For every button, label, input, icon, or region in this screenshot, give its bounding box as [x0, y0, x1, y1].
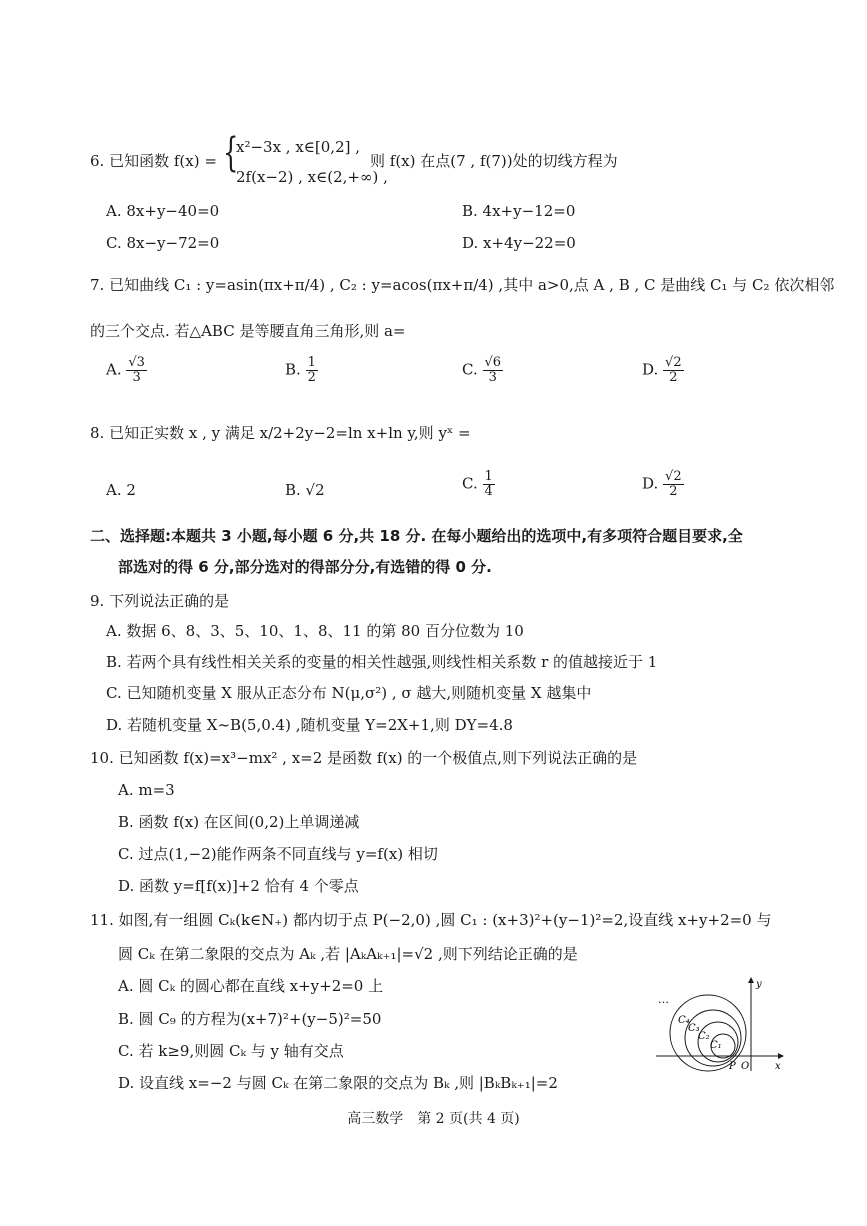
q7-option-b: B. $\frac{1}{2}$ — [285, 355, 316, 385]
c2-label: C₂ — [698, 1031, 710, 1042]
q7-stem-line1: 7. 已知曲线 C₁ : y=asin(πx+π/4) , C₂ : y=acos(πx+π/4) ,其中 a>0,点 A , B , C 是曲线 C₁ 与 C₂ 依次相邻 — [90, 276, 835, 294]
dots-label: … — [658, 993, 669, 1006]
q6-stem-prefix: 6. 已知函数 f(x) = — [90, 152, 217, 170]
q9-option-b: B. 若两个具有线性相关关系的变量的相关性越强,则线性相关系数 r 的值越接近于 1 — [106, 653, 658, 671]
q9-option-c: C. 已知随机变量 X 服从正态分布 N(μ,σ²) , σ 越大,则随机变量 X 越集中 — [106, 684, 592, 702]
q6-stem-suffix: 则 f(x) 在点(7 , f(7))处的切线方程为 — [370, 152, 618, 170]
c4-label: C₄ — [678, 1015, 690, 1026]
section2-instructions-line2: 部选对的得 6 分,部分选对的得部分分,有选错的得 0 分. — [118, 558, 492, 576]
q8-option-c: C. $\frac{1}{4}$ — [462, 469, 493, 499]
q9-stem: 9. 下列说法正确的是 — [90, 592, 230, 610]
q7-option-c: C. $\frac{√6}{3}$ — [462, 355, 502, 385]
p-label: P — [729, 1061, 736, 1072]
q6-case1: x²−3x , x∈[0,2] , — [236, 138, 361, 156]
q9-option-a: A. 数据 6、8、3、5、10、1、8、11 的第 80 百分位数为 10 — [106, 622, 524, 640]
y-axis-arrow — [748, 977, 754, 983]
q10-option-c: C. 过点(1,−2)能作两条不同直线与 y=f(x) 相切 — [118, 845, 438, 863]
q7-option-a: A. $\frac{√3}{3}$ — [106, 355, 145, 385]
c3-label: C₃ — [688, 1023, 700, 1034]
q6-option-d: D. x+4y−22=0 — [462, 234, 576, 252]
o-label: O — [741, 1061, 750, 1072]
q8-option-b: B. √2 — [285, 481, 325, 499]
q11-option-a: A. 圆 Cₖ 的圆心都在直线 x+y+2=0 上 — [118, 977, 384, 995]
q8-stem: 8. 已知正实数 x , y 满足 x/2+2y−2=ln x+ln y,则 yˣ = — [90, 424, 471, 442]
q11-circles-figure — [650, 975, 790, 1075]
q10-option-d: D. 函数 y=f[f(x)]+2 恰有 4 个零点 — [118, 877, 359, 895]
q10-stem: 10. 已知函数 f(x)=x³−mx² , x=2 是函数 f(x) 的一个极值点,则下列说法正确的是 — [90, 749, 638, 767]
q6-case2: 2f(x−2) , x∈(2,+∞) , — [236, 168, 388, 186]
q6-option-a: A. 8x+y−40=0 — [106, 202, 220, 220]
q10-option-a: A. m=3 — [118, 781, 175, 799]
c1-label: C₁ — [710, 1040, 722, 1051]
piecewise-brace: { — [223, 130, 239, 176]
q7-stem-line2: 的三个交点. 若△ABC 是等腰直角三角形,则 a= — [90, 322, 406, 340]
q6-option-c: C. 8x−y−72=0 — [106, 234, 220, 252]
q8-option-a: A. 2 — [106, 481, 136, 499]
q11-stem-line2: 圆 Cₖ 在第二象限的交点为 Aₖ ,若 |AₖAₖ₊₁|=√2 ,则下列结论正确的是 — [118, 945, 578, 963]
q11-option-d: D. 设直线 x=−2 与圆 Cₖ 在第二象限的交点为 Bₖ ,则 |BₖBₖ₊₁|=2 — [118, 1074, 558, 1092]
q10-option-b: B. 函数 f(x) 在区间(0,2)上单调递减 — [118, 813, 360, 831]
x-axis-arrow — [778, 1053, 784, 1059]
q9-option-d: D. 若随机变量 X~B(5,0.4) ,随机变量 Y=2X+1,则 DY=4.8 — [106, 716, 513, 734]
section2-instructions-line1: 二、选择题:本题共 3 小题,每小题 6 分,共 18 分. 在每小题给出的选项中,有多项符合题目要求,全 — [90, 527, 743, 545]
q11-stem-line1: 11. 如图,有一组圆 Cₖ(k∈N₊) 都内切于点 P(−2,0) ,圆 C₁ : (x+3)²+(y−1)²=2,设直线 x+y+2=0 与 — [90, 911, 772, 929]
page-footer: 高三数学 第 2 页(共 4 页) — [347, 1111, 520, 1127]
q6-option-b: B. 4x+y−12=0 — [462, 202, 576, 220]
q8-option-d: D. $\frac{√2}{2}$ — [642, 469, 682, 499]
y-label: y — [756, 979, 762, 990]
q7-option-d: D. $\frac{√2}{2}$ — [642, 355, 682, 385]
q11-option-b: B. 圆 C₉ 的方程为(x+7)²+(y−5)²=50 — [118, 1010, 382, 1028]
x-label: x — [775, 1061, 781, 1072]
q11-option-c: C. 若 k≥9,则圆 Cₖ 与 y 轴有交点 — [118, 1042, 344, 1060]
